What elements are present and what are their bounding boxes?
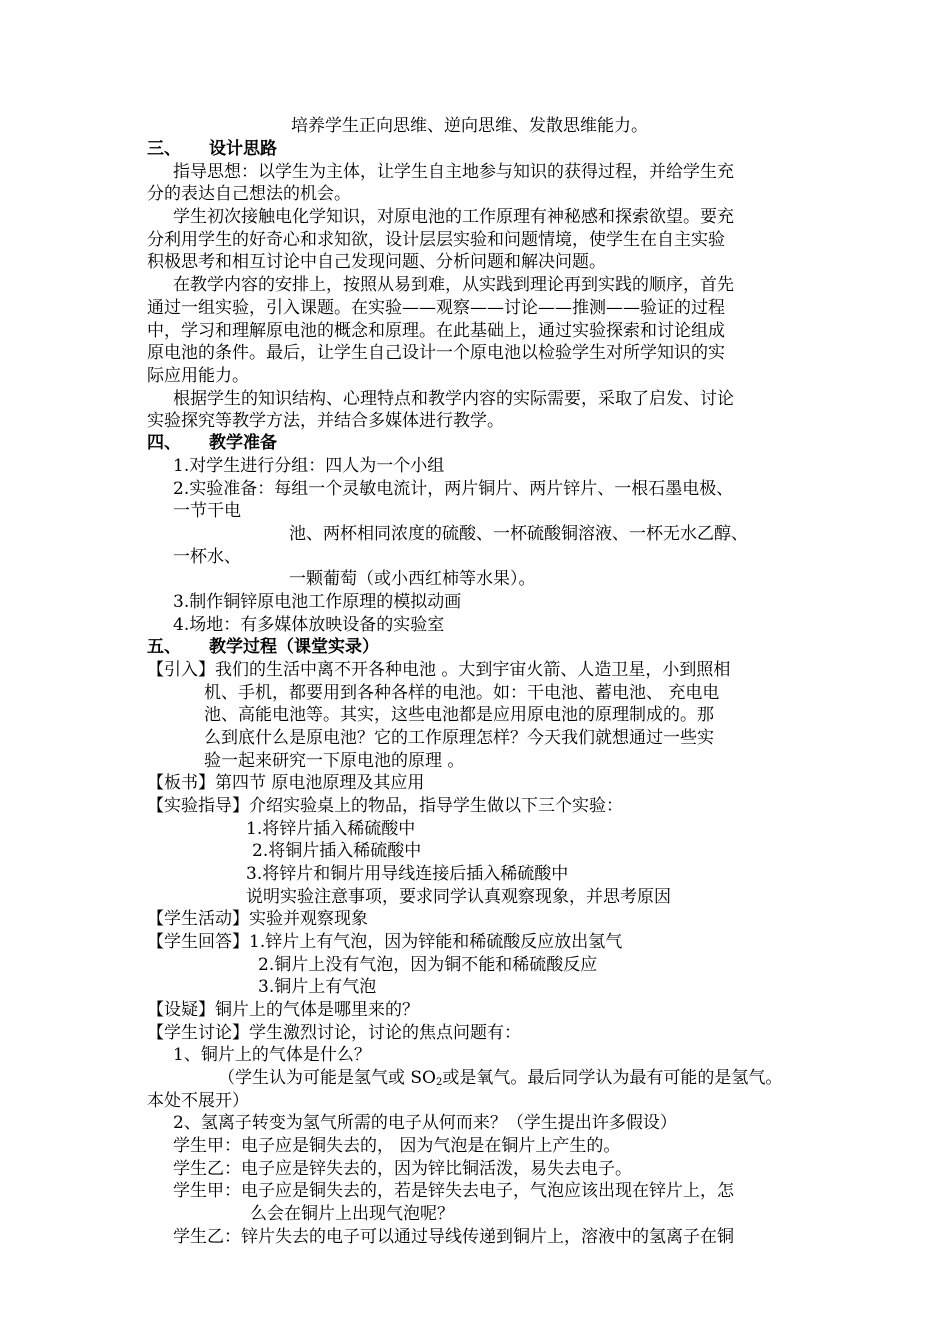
discussion-point: 2、氢离子转变为氢气所需的电子从何而来？（学生提出许多假设）: [173, 1113, 677, 1133]
section-number: 四、: [147, 433, 181, 453]
intro-line: 机、手机，都要用到各种各样的电池。如：干电池、蓄电池、 充电电: [204, 683, 720, 703]
section-title: 教学准备: [209, 433, 277, 453]
intro-line: 池、高能电池等。其实，这些电池都是应用原电池的原理制成的。那: [204, 705, 714, 725]
list-item: 2.实验准备：每组一个灵敏电流计，两片铜片、两片锌片、一根石墨电极、: [173, 479, 734, 499]
section-title: 设计思路: [209, 139, 277, 159]
blackboard-line: 【板书】第四节 原电池原理及其应用: [147, 773, 425, 793]
student-answer-line: 2.铜片上没有气泡，因为铜不能和稀硫酸反应: [258, 955, 598, 975]
list-item-continued: 池、两杯相同浓度的硫酸、一杯硫酸铜溶液、一杯无水乙醇、: [289, 524, 748, 544]
paragraph-line: 在教学内容的安排上，按照从易到难，从实践到理论再到实践的顺序，首先: [173, 275, 734, 295]
paragraph-line: 分利用学生的好奇心和求知欲，设计层层实验和问题情境，使学生在自主实验: [147, 230, 725, 250]
intro-line: 验一起来研究一下原电池的原理 。: [204, 751, 465, 771]
student-answer-line: 【学生回答】1.锌片上有气泡，因为锌能和稀硫酸反应放出氢气: [147, 932, 623, 952]
discussion-note: [218, 1067, 782, 1089]
intro-line: 么到底什么是原电池？它的工作原理怎样？今天我们就想通过一些实: [204, 728, 714, 748]
list-item: 3.制作铜锌原电池工作原理的模拟动画: [173, 592, 462, 612]
dialogue-line: 学生乙：电子应是锌失去的，因为锌比铜活泼，易失去电子。: [173, 1159, 632, 1179]
experiment-guide-line: 【实验指导】介绍实验桌上的物品，指导学生做以下三个实验：: [147, 796, 623, 816]
goal-line: 培养学生正向思维、逆向思维、发散思维能力。: [291, 116, 648, 136]
paragraph-line: 分的表达自己想法的机会。: [147, 184, 351, 204]
paragraph-line: 学生初次接触电化学知识，对原电池的工作原理有神秘感和探索欲望。要充: [173, 207, 734, 227]
section-number: 三、: [147, 139, 181, 159]
discussion-point: 1、铜片上的气体是什么？: [173, 1045, 371, 1065]
paragraph-line: 积极思考和相互讨论中自己发现问题、分析问题和解决问题。: [147, 252, 606, 272]
paragraph-line: 实验探究等教学方法，并结合多媒体进行教学。: [147, 411, 504, 431]
section-number: 五、: [147, 637, 181, 657]
experiment-item: 1.将锌片插入稀硫酸中: [246, 819, 416, 839]
list-item-continued: 一杯水、: [173, 547, 241, 567]
formula-subscript: 2: [436, 1077, 443, 1088]
section-heading-design: [147, 138, 277, 160]
list-item: 4.场地：有多媒体放映设备的实验室: [173, 615, 445, 635]
student-answer-line: 3.铜片上有气泡: [258, 977, 377, 997]
dialogue-line: 学生甲：电子应是铜失去的，若是锌失去电子，气泡应该出现在锌片上，怎: [173, 1181, 734, 1201]
question-line: 【设疑】铜片上的气体是哪里来的？: [147, 1000, 419, 1020]
dialogue-line: 学生乙：锌片失去的电子可以通过导线传递到铜片上，溶液中的氢离子在铜: [173, 1227, 734, 1247]
paragraph-line: 原电池的条件。最后，让学生自己设计一个原电池以检验学生对所学知识的实: [147, 343, 725, 363]
paragraph-line: 际应用能力。: [147, 366, 249, 386]
section-title: 教学过程（课堂实录）: [209, 637, 379, 657]
experiment-item: 2.将铜片插入稀硫酸中: [252, 841, 422, 861]
discussion-note: 本处不展开）: [147, 1091, 249, 1111]
list-item-continued: 一颗葡萄（或小西红柿等水果）。: [289, 569, 536, 589]
experiment-note: 说明实验注意事项，要求同学认真观察现象，并思考原因: [246, 887, 671, 907]
student-activity-line: 【学生活动】实验并观察现象: [147, 909, 368, 929]
discussion-line: 【学生讨论】学生激烈讨论，讨论的焦点问题有：: [147, 1023, 521, 1043]
dialogue-line: 学生甲：电子应是铜失去的， 因为气泡是在铜片上产生的。: [173, 1136, 621, 1156]
experiment-item: 3.将锌片和铜片用导线连接后插入稀硫酸中: [246, 864, 569, 884]
list-item: 1.对学生进行分组：四人为一个小组: [173, 456, 445, 476]
paragraph-line: 指导思想：以学生为主体，让学生自主地参与知识的获得过程，并给学生充: [173, 162, 734, 182]
list-item-continued: 一节干电: [173, 501, 241, 521]
section-heading-process: [147, 636, 379, 658]
discussion-note-text: 或是氧气。最后同学认为最有可能的是氢气。: [442, 1068, 783, 1088]
intro-line: 【引入】我们的生活中离不开各种电池 。大到宇宙火箭、人造卫星，小到照相: [147, 660, 731, 680]
discussion-note-text: （学生认为可能是氢气或 SO: [218, 1068, 436, 1088]
paragraph-line: 通过一组实验，引入课题。在实验——观察——讨论——推测——验证的过程: [147, 298, 725, 318]
dialogue-line: 么会在铜片上出现气泡呢？: [250, 1204, 454, 1224]
paragraph-line: 根据学生的知识结构、心理特点和教学内容的实际需要，采取了启发、讨论: [173, 389, 734, 409]
section-heading-preparation: [147, 432, 277, 454]
paragraph-line: 中，学习和理解原电池的概念和原理。在此基础上，通过实验探索和讨论组成: [147, 321, 725, 341]
